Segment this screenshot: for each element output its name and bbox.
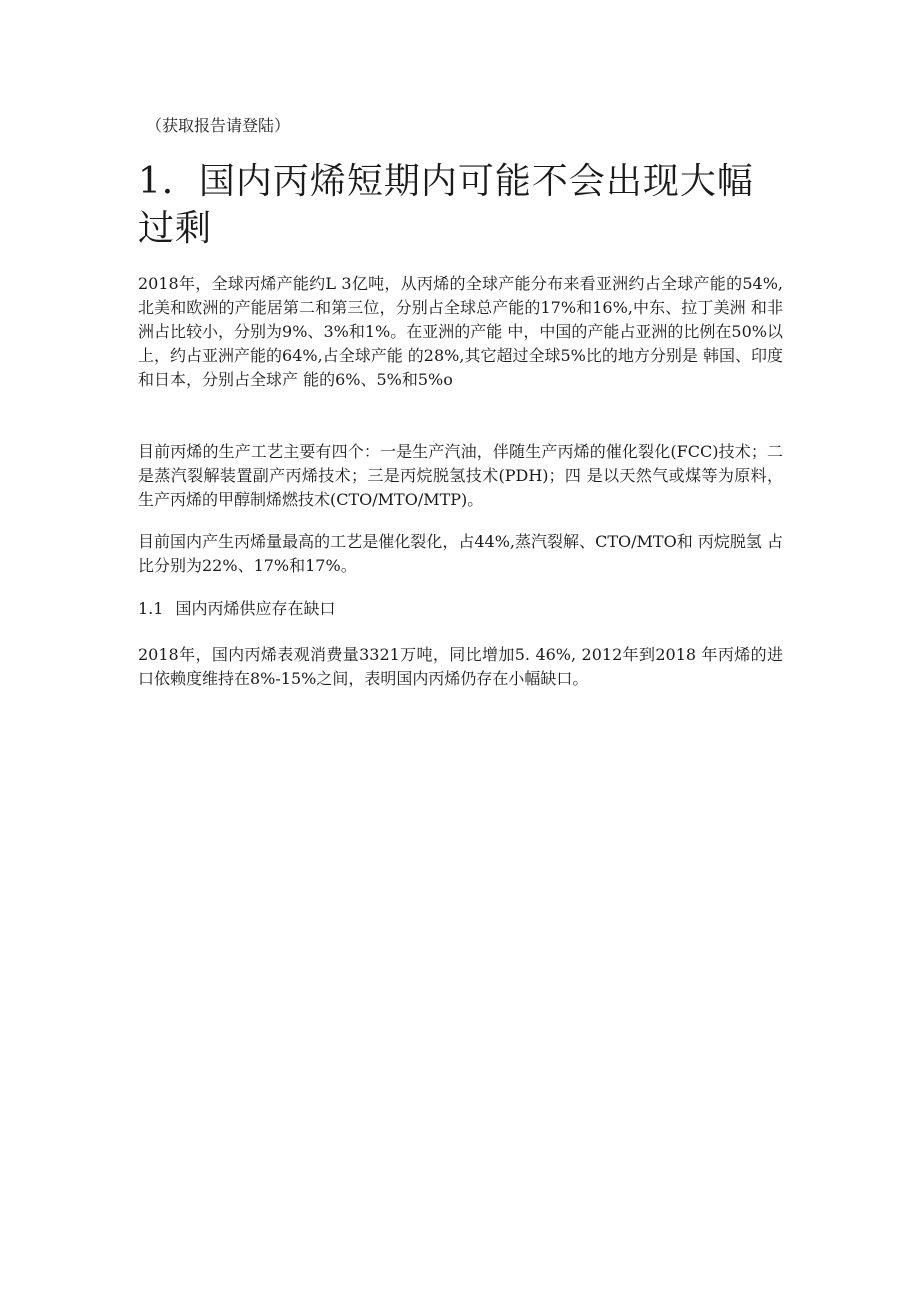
subsection-title: 国内丙烯供应存在缺口 (175, 599, 336, 618)
section-title: 1．国内丙烯短期内可能不会出现大幅过剩 (138, 161, 754, 249)
paragraph-domestic-share: 目前国内产生丙烯量最高的工艺是催化裂化，占44%,蒸汽裂解、CTO/MTO和 丙烷脱氢 占比分别为22%、17%和17%。 (138, 532, 783, 575)
login-note: （获取报告请登陆） (146, 116, 291, 135)
subsection-number: 1.1 (138, 599, 164, 618)
paragraph-capacity: 2018年，全球丙烯产能约L 3亿吨，从丙烯的全球产能分布来看亚洲约占全球产能的54%,北美和欧洲的产能居第二和第三位，分别占全球总产能的17%和16%,中东、拉丁美洲 和非洲占比较小，分别为9%、3%和1%。在亚洲的产能 中，中国的产能占亚洲的比例在50%以上，约占亚洲产能的64%,占全球产能 的28%,其它超过全球5%比的地方分别是 韩国、印度和日本，分别占全球产 能的6%、5%和5%o (138, 274, 783, 389)
paragraph-processes: 目前丙烯的生产工艺主要有四个：一是生产汽油，伴随生产丙烯的催化裂化(FCC)技术；二是蒸汽裂解装置副产丙烯技术；三是丙烷脱氢技术(PDH)；四 是以天然气或煤等为原料，生产丙烯的甲醇制烯燃技术(CTO/MTO/MTP)。 (138, 442, 783, 509)
paragraph-supply-gap: 2018年，国内丙烯表观消费量3321万吨，同比增加5. 46%, 2012年到2018 年丙烯的进口依赖度维持在8%-15%之间，表明国内丙烯仍存在小幅缺口。 (138, 645, 783, 688)
subsection-heading (138, 597, 335, 621)
